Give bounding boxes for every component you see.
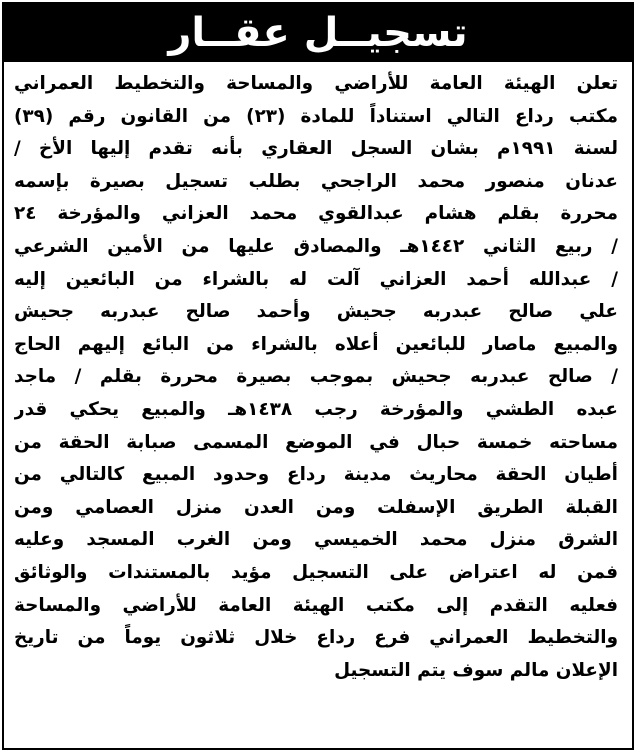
notice-line: تعلن الهيئة العامة للأراضي والمساحة والتخطيط العمراني: [14, 73, 618, 94]
notice-line: محررة بقلم هشام عبدالقوي محمد العزاني والمؤرخة ٢٤: [14, 203, 618, 225]
notice-line: / عبدالله أحمد العزاني آلت له بالشراء من البائعين إليه: [14, 268, 618, 290]
real-estate-notice: [2, 2, 634, 750]
notice-line: فعليه التقدم إلى مكتب الهيئة العامة للأراضي والمساحة: [14, 594, 618, 616]
notice-line: عبده الطشي والمؤرخة رجب ١٤٣٨هـ والمبيع يحكي قدر: [14, 398, 618, 420]
notice-line: / صالح عبدربه جحيش بموجب بصيرة محررة بقلم / ماجد: [14, 366, 618, 388]
notice-line: مكتب رداع التالي استناداً للمادة (٢٣) من القانون رقم (٣٩): [14, 105, 618, 127]
notice-line: والتخطيط العمراني فرع رداع خلال ثلاثون يوماً من تاريخ: [14, 627, 618, 649]
notice-line: والمبيع ماصار للبائعين أعلاه بالشراء من البائع إليهم الحاج: [14, 333, 618, 355]
notice-line: لسنة ١٩٩١م بشان السجل العقاري بأنه تقدم إليها الأخ /: [14, 138, 618, 160]
notice-line-last: الإعلان مالم سوف يتم التسجيل: [334, 659, 618, 681]
notice-line: علي صالح عبدربه جحيش وأحمد صالح عبدربه جحيش: [14, 301, 618, 323]
notice-line: عدنان منصور محمد الراجحي بطلب تسجيل بصيرة بإسمه: [14, 170, 618, 192]
notice-line: الشرق منزل محمد الخميسي ومن الغرب المسجد وعليه: [14, 529, 618, 551]
notice-line: مساحته خمسة حبال في الموضع المسمى صبابة الحقة من: [14, 431, 618, 453]
notice-title: تسجيــل عقــار: [4, 4, 632, 62]
notice-line: فمن له اعتراض على التسجيل مؤيد بالمستندات والوثائق: [14, 561, 618, 583]
notice-line: / ربيع الثاني ١٤٤٢هـ والمصادق عليها من الأمين الشرعي: [14, 235, 618, 257]
notice-line: أطيان الحقة محاريث مدينة رداع وحدود المبيع كالتالي من: [14, 464, 618, 486]
notice-body: [4, 68, 632, 687]
notice-line: القبلة الطريق الإسفلت ومن العدن منزل العصامي ومن: [14, 496, 618, 518]
